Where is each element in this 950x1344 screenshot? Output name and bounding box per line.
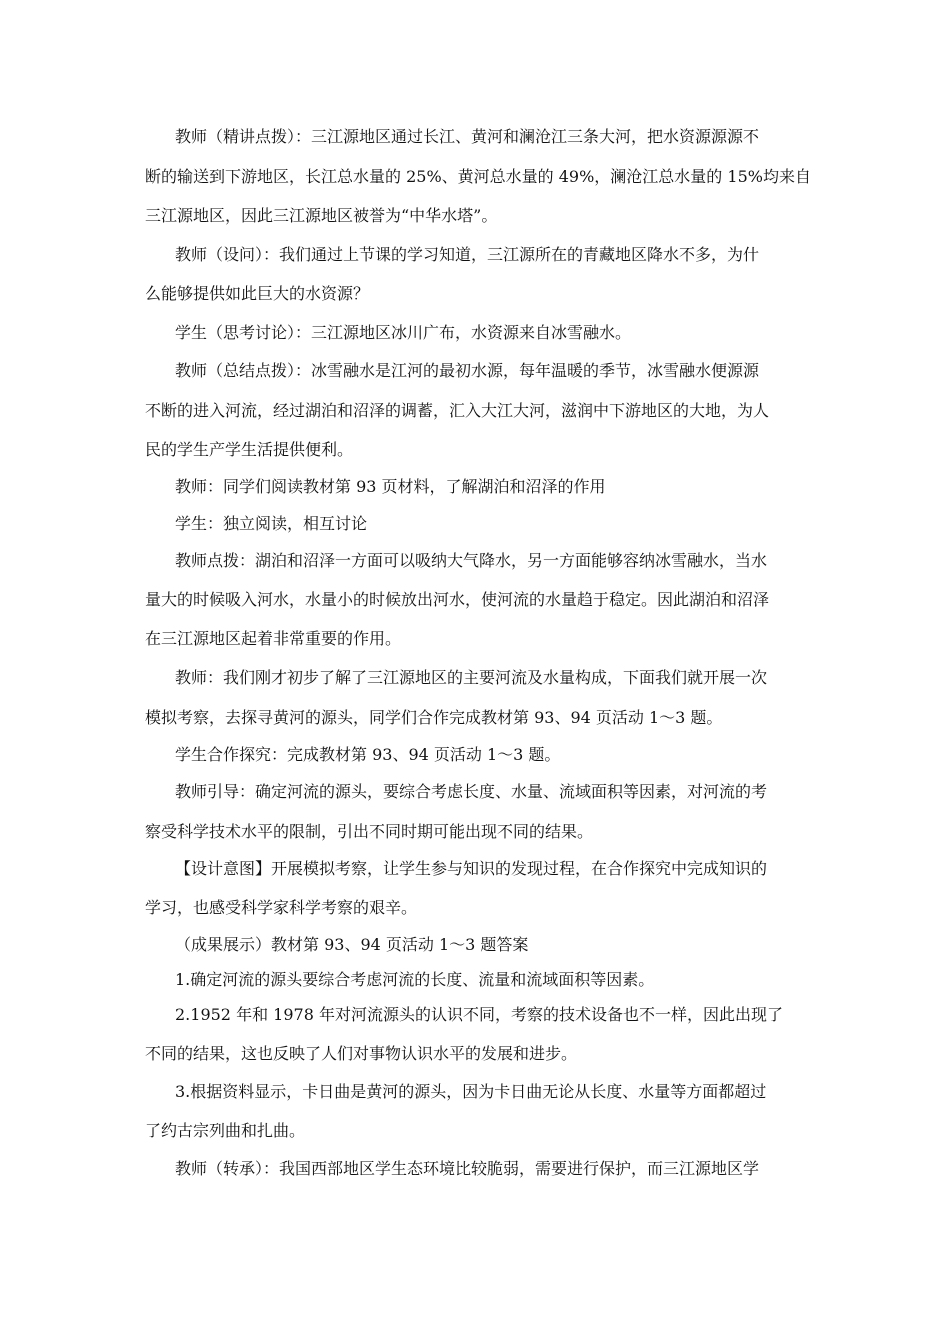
paragraph-teacher-explain-line-2: 断的输送到下游地区，长江总水量的 25%、黄河总水量的 49%，澜沧江总水量的 15%均来自 [145,167,811,186]
paragraph-teacher-summary-line-3: 民的学生产学生活提供便利。 [145,440,354,459]
paragraph-design-intent-line-1: 【设计意图】开展模拟考察，让学生参与知识的发现过程，在合作探究中完成知识的 [175,859,768,878]
paragraph-teacher-transition: 教师（转承）：我国西部地区学生态环境比较脆弱，需要进行保护，而三江源地区学 [175,1159,760,1178]
answer-item-3-line-1: 3.根据资料显示，卡日曲是黄河的源头，因为卡日曲无论从长度、水量等方面都超过 [175,1082,767,1101]
paragraph-teacher-summary-line-1: 教师（总结点拨）：冰雪融水是江河的最初水源，每年温暖的季节，冰雪融水便源源 [175,361,760,380]
paragraph-student-cooperation: 学生合作探究：完成教材第 93、94 页活动 1～3 题。 [175,745,561,764]
answer-item-2-line-2: 不同的结果，这也反映了人们对事物认识水平的发展和进步。 [145,1044,578,1063]
paragraph-teacher-guide-line-2: 察受科学技术水平的限制，引出不同时期可能出现不同的结果。 [145,822,594,841]
paragraph-teacher-reading: 教师：同学们阅读教材第 93 页材料，了解湖泊和沼泽的作用 [175,477,606,496]
paragraph-student-reading: 学生：独立阅读，相互讨论 [175,514,368,533]
paragraph-teacher-question-line-1: 教师（设问）：我们通过上节课的学习知道，三江源所在的青藏地区降水不多，为什 [175,245,760,264]
paragraph-teacher-explain-line-3: 三江源地区，因此三江源地区被誉为“中华水塔”。 [145,206,498,225]
paragraph-teacher-point-line-3: 在三江源地区起着非常重要的作用。 [145,629,402,648]
paragraph-teacher-point-line-2: 量大的时候吸入河水，水量小的时候放出河水，使河流的水量趋于稳定。因此湖泊和沼泽 [145,590,770,609]
paragraph-teacher-guide-line-1: 教师引导：确定河流的源头，要综合考虑长度、水量、流域面积等因素，对河流的考 [175,782,768,801]
paragraph-student-discussion: 学生（思考讨论）：三江源地区冰川广布，水资源来自冰雪融水。 [175,323,632,342]
paragraph-teacher-point-line-1: 教师点拨：湖泊和沼泽一方面可以吸纳大气降水，另一方面能够容纳冰雪融水，当水 [175,551,768,570]
answer-item-1: 1.确定河流的源头要综合考虑河流的长度、流量和流域面积等因素。 [175,970,655,989]
answer-item-3-line-2: 了约古宗列曲和扎曲。 [145,1121,306,1140]
paragraph-teacher-simulation-line-1: 教师：我们刚才初步了解了三江源地区的主要河流及水量构成，下面我们就开展一次 [175,668,768,687]
paragraph-teacher-simulation-line-2: 模拟考察，去探寻黄河的源头，同学们合作完成教材第 93、94 页活动 1～3 题。 [145,708,723,727]
paragraph-teacher-explain-line-1: 教师（精讲点拨）：三江源地区通过长江、黄河和澜沧江三条大河，把水资源源源不 [175,127,760,146]
paragraph-teacher-summary-line-2: 不断的进入河流，经过湖泊和沼泽的调蓄，汇入大江大河，滋润中下游地区的大地，为人 [145,401,770,420]
paragraph-results-heading: （成果展示）教材第 93、94 页活动 1～3 题答案 [175,935,529,954]
paragraph-teacher-question-line-2: 么能够提供如此巨大的水资源？ [145,284,370,303]
answer-item-2-line-1: 2.1952 年和 1978 年对河流源头的认识不同，考察的技术设备也不一样，因此出现了 [175,1005,783,1024]
paragraph-design-intent-line-2: 学习，也感受科学家科学考察的艰辛。 [145,898,418,917]
